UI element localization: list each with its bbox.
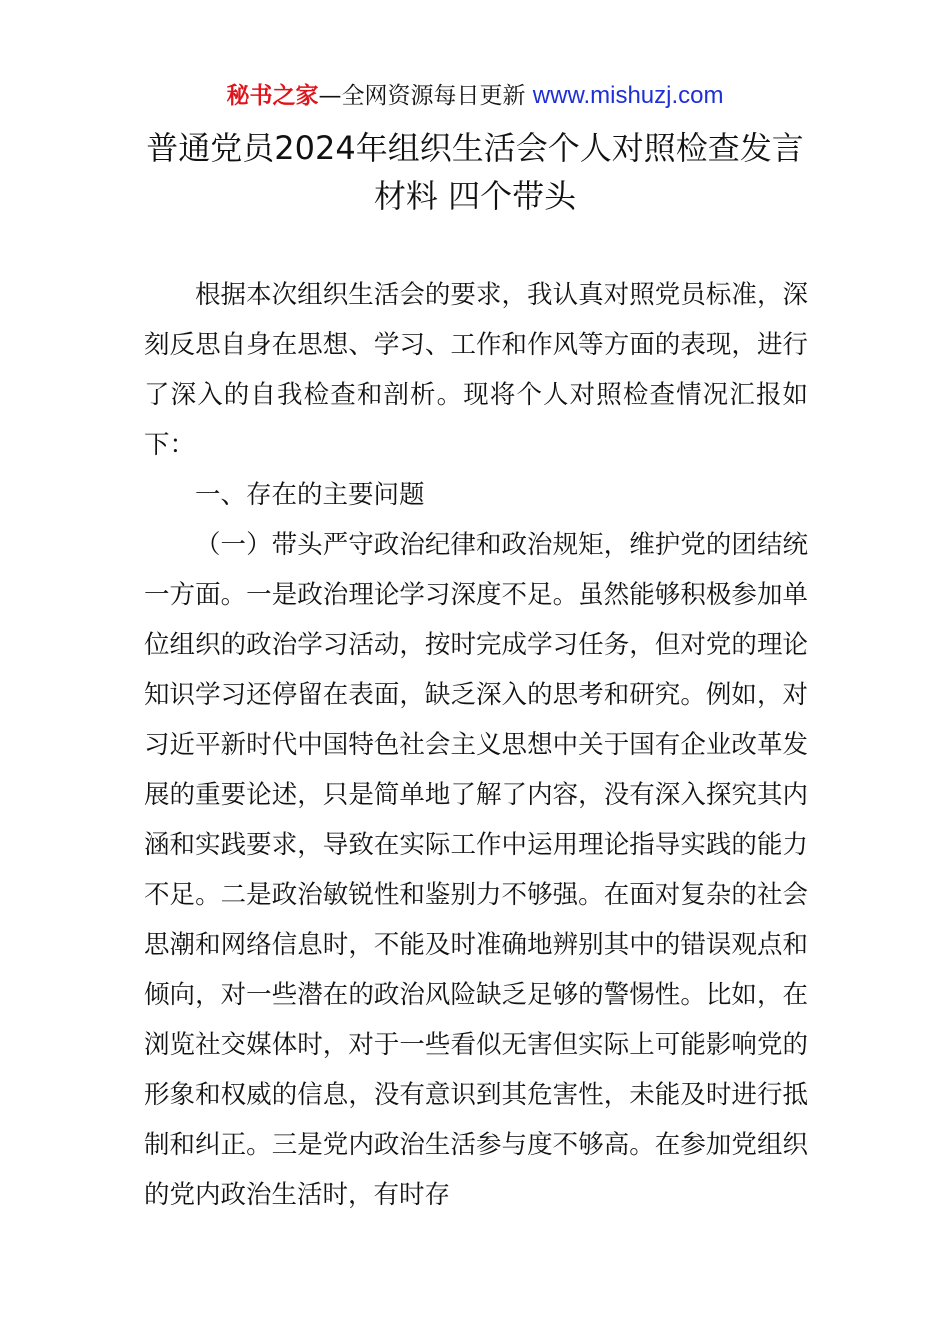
section-paragraph: （一）带头严守政治纪律和政治规矩，维护党的团结统一方面。一是政治理论学习深度不足。虽然能够积极参加单位组织的政治学习活动，按时完成学习任务，但对党的理论知识学习还停留在表面，缺乏深入的思考和研究。例如，对习近平新时代中国特色社会主义思想中关于国有企业改革发展的重要论述，只是简单地了解了内容，没有深入探究其内涵和实践要求，导致在实际工作中运用理论指导实践的能力不足。二是政治敏锐性和鉴别力不够强。在面对复杂的社会思潮和网络信息时，不能及时准确地辨别其中的错误观点和倾向，对一些潜在的政治风险缺乏足够的警惕性。比如，在浏览社交媒体时，对于一些看似无害但实际上可能影响党的形象和权威的信息，没有意识到其危害性，未能及时进行抵制和纠正。三是党内政治生活参与度不够高。在参加党组织的党内政治生活时，有时存	[144, 530, 808, 1210]
brand-name: 秘书之家	[226, 83, 319, 109]
site-header	[0, 80, 950, 112]
title-line-2: 材料 四个带头	[373, 177, 577, 215]
header-tagline: —全网资源每日更新	[318, 83, 533, 109]
site-url-link[interactable]: www.mishuzj.com	[532, 82, 724, 109]
document-body	[144, 270, 808, 1220]
section-heading: 一、存在的主要问题	[195, 480, 425, 510]
intro-paragraph: 根据本次组织生活会的要求，我认真对照党员标准，深刻反思自身在思想、学习、工作和作风等方面的表现，进行了深入的自我检查和剖析。现将个人对照检查情况汇报如下：	[144, 280, 808, 460]
title-line-1: 普通党员2024年组织生活会个人对照检查发言	[146, 129, 804, 167]
document-title	[120, 124, 830, 220]
